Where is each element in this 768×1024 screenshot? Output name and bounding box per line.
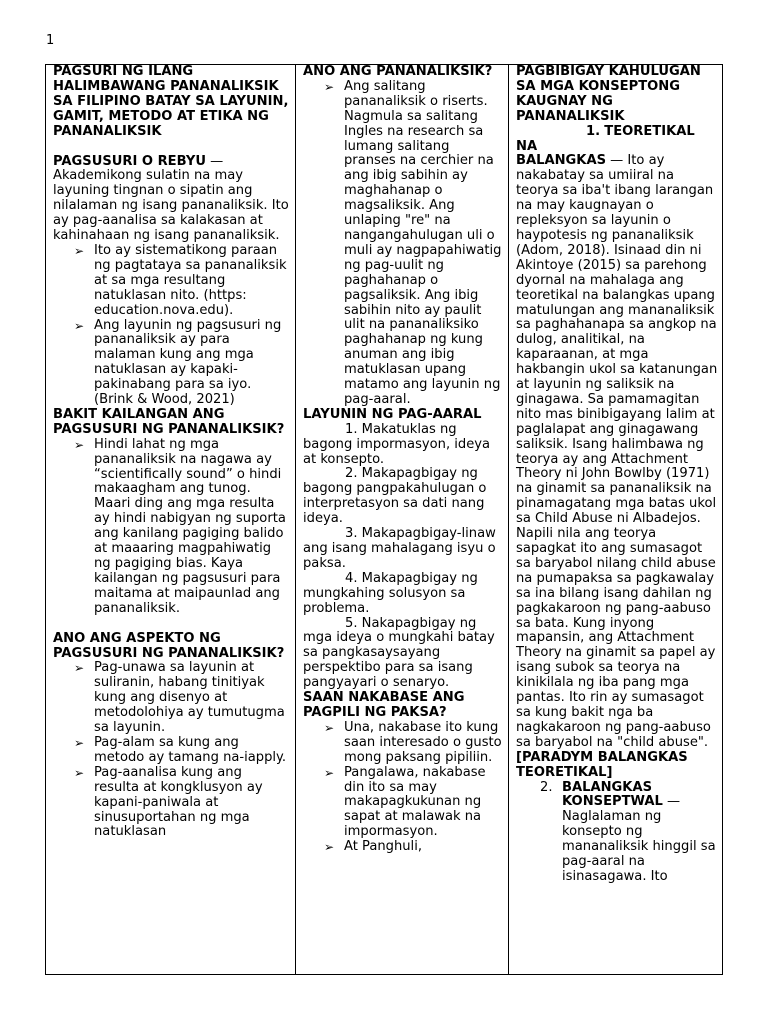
list-item: ➢ Pag-aanalisa kung ang resulta at kongklusyon ay kapani-paniwala at sinusuportahan ng mga natuklasan: [94, 766, 291, 841]
page-number: 1: [46, 33, 55, 48]
list-item: 2. Makapagbigay ng bagong pangpakahulugan o interpretasyon sa dati nang ideya.: [303, 466, 487, 527]
list-item: 5. Nakapagbigay ng mga ideya o mungkahi batay sa pangkasaysayang perspektibo para sa isang pangyayari o senaryo.: [303, 615, 495, 691]
list-item: ➢ Pag-alam sa kung ang metodo ay tamang na-iapply.: [94, 736, 291, 766]
rebyu-def-text: — Akademikong sulatin na may layuning tingnan o sipatin ang nilalaman ng isang pananaliksik. Ito ay pag-aanalisa sa kalakasan at kahinahaan ng isang pananaliksik.: [53, 153, 289, 244]
list-item: 1. Makatuklas ng bagong impormasyon, ideya at konsepto.: [303, 421, 491, 467]
list-item: ➢ Hindi lahat ng mga pananaliksik na nagawa ay “scientifically sound” o hindi makaagham ang tunog. Maari ding ang mga resulta ay hindi nabigyan ng suporta ang kanilang pagiging balido at maaaring magpahiwatig ng pagiging bias. Kaya kailangan ng pagsusuri para maitama at maipaunlad ang pananaliksik.: [94, 438, 291, 617]
column-kahulugan: [508, 65, 722, 974]
list-item: ➢ Pangalawa, nakabase din ito sa may makapagkukunan ng sapat at malawak na impormasyon.: [344, 766, 504, 841]
list-item: 3. Makapagbigay-linaw ang isang mahalagang isyu o paksa.: [303, 526, 496, 571]
list-item: ➢ Ang layunin ng pagsusuri ng pananaliksik ay para malaman kung ang mga natuklasan ay kapaki-pakinabang para sa iyo. (Brink & Wood, 2021): [94, 319, 291, 408]
list-item: 4. Makapagbigay ng mungkahing solusyon sa problema.: [303, 570, 478, 616]
rebyu-term: PAGSUSURI O REBYU: [53, 153, 207, 169]
layunin-list: [303, 423, 504, 691]
list-item: ➢ Una, nakabase ito kung saan interesado o gusto mong paksang pipiliin.: [344, 721, 504, 766]
layunin-heading: LAYUNIN NG PAG-AARAL: [303, 406, 482, 422]
konseptwal-list: [516, 781, 718, 885]
aspekto-bullet-list: [53, 661, 291, 840]
paradym-heading: [PARADYM BALANGKAS TEORETIKAL]: [516, 749, 688, 780]
column-pagsusuri: [46, 65, 295, 974]
list-item: ➢ Pag-unawa sa layunin at suliranin, habang tinitiyak kung ang disenyo at metodolohiya ay tumutugma sa layunin.: [94, 661, 291, 736]
pananaliksik-heading: ANO ANG PANANALIKSIK?: [303, 65, 493, 79]
list-item: ➢ At Panghuli,: [344, 840, 504, 855]
teoretikal-title-b: BALANGKAS: [516, 153, 607, 169]
definition-bullet-list: [303, 80, 504, 408]
kahulugan-heading: PAGBIBIGAY KAHULUGAN SA MGA KONSEPTONG KAUGNAY NG PANANALIKSIK: [516, 65, 701, 124]
teoretikal-title-a: TEORETIKAL NA: [516, 123, 695, 154]
content-table: [45, 64, 723, 975]
saan-bullet-list: [303, 721, 504, 855]
column-pananaliksik: [295, 65, 508, 974]
section-title: PAGSURI NG ILANG HALIMBAWANG PANANALIKSIK SA FILIPINO BATAY SA LAYUNIN, GAMIT, METODO AT ETIKA NG PANANALIKSIK: [53, 65, 289, 139]
teoretikal-item: [516, 125, 718, 751]
konseptwal-title: BALANGKAS KONSEPTWAL: [562, 779, 663, 810]
rebyu-definition: [53, 155, 291, 244]
item-number: 1.: [586, 123, 601, 139]
bakit-heading: BAKIT KAILANGAN ANG PAGSUSURI NG PANANALIKSIK?: [53, 406, 285, 437]
teoretikal-text: — Ito ay nakabatay sa umiiral na teorya sa iba't ibang larangan na may kaugnayan o repleksyon sa layunin o haypotesis ng pananaliksik (Adom, 2018). Isinaad din ni Akintoye (2015) sa parehong dyornal na mahalaga ang teoretikal na balangkas upang matulungan ang mananaliksik sa paghahanapa sa angkop na dulog, analitikal, na kaparaanan, at mga hakbangin ukol sa katanungan at layunin ng saliksik na ginagawa. Sa pamamagitan nito mas binibigayang lalim at paglalapat ang ginagawang saliksik. Isang halimbawa ng teorya ay ang Attachment Theory ni John Bowlby (1971) na ginamit sa pananaliksik na pinamagatang mga batas ukol sa Child Abuse ni Albadejos. Napili nila ang teorya sapagkat ito ang sumasagot sa baryabol nilang child abuse na pumapaksa sa pagkawalay sa ina bilang isang dahilan ng pagkakaroon ng pang-aabuso sa bata. Kung inyong mapansin, ang Attachment Theory na ginamit sa papel ay isang subok sa teorya na kinikilala ng iba pang mga pantas. Ito rin ay sumasagot sa kung bakit nga ba nagkakaroon ng pang-aabuso sa baryabol na "child abuse".: [516, 153, 718, 750]
bakit-bullet-list: [53, 438, 291, 617]
aspekto-heading: ANO ANG ASPEKTO NG PAGSUSURI NG PANANALIKSIK?: [53, 630, 285, 661]
saan-heading: SAAN NAKABASE ANG PAGPILI NG PAKSA?: [303, 690, 465, 720]
item-number: 2.: [540, 779, 553, 795]
list-item: ➢ Ito ay sistematikong paraan ng pagtataya sa pananaliksik at sa mga resultang natuklasan nito. (https: education.nova.edu).: [94, 244, 291, 319]
konseptwal-text: — Naglalaman ng konsepto ng mananaliksik hinggil sa pag-aaral na isinasagawa. Ito: [562, 794, 716, 884]
rebyu-bullet-list: [53, 244, 291, 408]
list-item: ➢ Ang salitang pananaliksik o riserts. Nagmula sa salitang Ingles na research sa lumang salitang pranses na cerchier na ang ibig sabihin ay maghahanap o magsaliksik. Ang unlaping "re" na nangangahulugan uli o muli ay nagpapahiwatig ng pag-uulit ng paghahanap o pagsaliksik. Ang ibig sabihin nito ay paulit ulit na pananaliksiko paghahanap ng kung anuman ang ibig matuklasan upang matamo ang layunin ng pag-aaral.: [344, 80, 504, 408]
konseptwal-item: [540, 779, 718, 885]
